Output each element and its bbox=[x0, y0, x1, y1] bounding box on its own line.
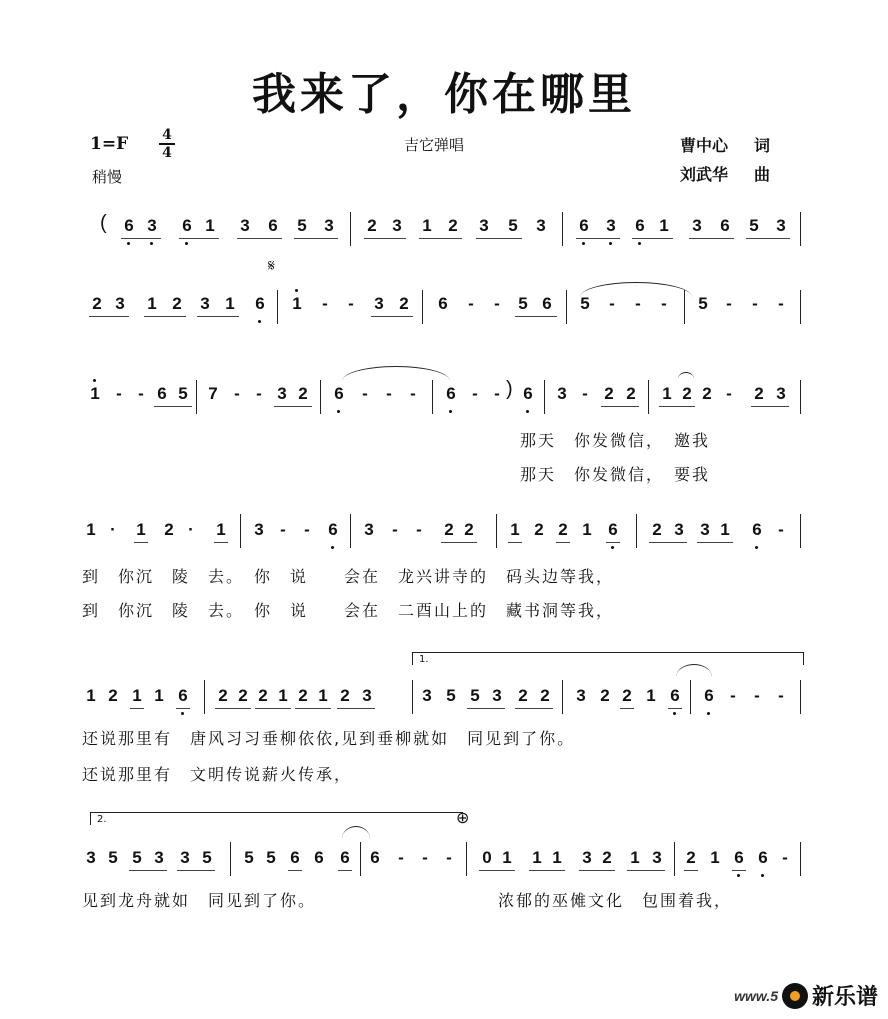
note: 3 bbox=[557, 384, 567, 403]
score-system-6 bbox=[0, 808, 888, 910]
barline bbox=[636, 514, 637, 548]
note: 2 bbox=[626, 384, 636, 403]
note: 1 bbox=[86, 686, 96, 705]
note: 6 bbox=[750, 520, 764, 540]
note: 6 bbox=[542, 294, 552, 313]
underline bbox=[197, 316, 239, 317]
underline bbox=[732, 870, 746, 871]
note: 3 bbox=[692, 216, 702, 235]
note: 2 bbox=[702, 384, 712, 403]
note: 1 bbox=[532, 848, 542, 867]
note: 1 bbox=[147, 294, 157, 313]
note: 5 bbox=[580, 294, 590, 313]
slur bbox=[678, 372, 694, 379]
note: 6 bbox=[253, 294, 267, 314]
note: 2 bbox=[540, 686, 550, 705]
lyric-line-2: 浓郁的巫傩文化 包围着我， bbox=[498, 891, 733, 910]
note: 1 bbox=[278, 686, 288, 705]
note: 2 bbox=[444, 520, 454, 539]
note: 5 bbox=[518, 294, 528, 313]
volta-label: 1. bbox=[419, 654, 429, 665]
note: 6 bbox=[332, 384, 346, 404]
note: 6 bbox=[720, 216, 730, 235]
note: 3 bbox=[776, 384, 786, 403]
barline bbox=[800, 380, 801, 414]
composer-credit bbox=[680, 162, 770, 185]
lyric-line-1: 还说那里有 唐风习习垂柳依依,见到垂柳就如 同见到了你。 bbox=[82, 729, 576, 748]
underline bbox=[479, 870, 515, 871]
dash: - bbox=[446, 848, 452, 867]
note: 3 bbox=[674, 520, 684, 539]
note: 6 bbox=[268, 216, 278, 235]
note: 1 bbox=[318, 686, 328, 705]
note: 2 bbox=[298, 686, 308, 705]
tempo-marking: 稍慢 bbox=[92, 168, 123, 186]
note: 0 bbox=[482, 848, 492, 867]
dash: - bbox=[661, 294, 667, 313]
underline bbox=[214, 542, 228, 543]
note: 3 bbox=[576, 686, 586, 705]
note: 2 bbox=[258, 686, 268, 705]
underline bbox=[668, 708, 682, 709]
lyricist-credit bbox=[680, 133, 770, 156]
barline bbox=[800, 842, 801, 876]
underline bbox=[684, 870, 698, 871]
dash: - bbox=[582, 384, 588, 403]
intro-paren-close: ) bbox=[506, 378, 513, 400]
note: 3 bbox=[604, 216, 618, 236]
lyric-line-2: 到 你沉 陵 去。 你 说 会在 二酉山上的 藏书洞等我， bbox=[82, 601, 615, 620]
underline bbox=[529, 870, 565, 871]
barline bbox=[562, 212, 563, 246]
note: 6 bbox=[444, 384, 458, 404]
dash: - bbox=[468, 294, 474, 313]
underline bbox=[337, 708, 375, 709]
note: 2 bbox=[298, 384, 308, 403]
note: 3 bbox=[324, 216, 334, 235]
note: 5 bbox=[202, 848, 212, 867]
note: 1 bbox=[205, 216, 215, 235]
note: 3 bbox=[492, 686, 502, 705]
watermark bbox=[734, 980, 878, 1011]
note: 2 bbox=[238, 686, 248, 705]
note: 6 bbox=[577, 216, 591, 236]
note: 5 bbox=[297, 216, 307, 235]
dash: - bbox=[348, 294, 354, 313]
time-signature-top: 4 bbox=[162, 127, 172, 143]
note: 1 bbox=[630, 848, 640, 867]
note: 2 bbox=[604, 384, 614, 403]
score-system-2 bbox=[0, 256, 888, 344]
dash: - bbox=[472, 384, 478, 403]
underline bbox=[288, 870, 302, 871]
dash: - bbox=[416, 520, 422, 539]
underline bbox=[467, 708, 505, 709]
vinyl-record-icon bbox=[782, 983, 808, 1009]
dash: - bbox=[398, 848, 404, 867]
score-system-5 bbox=[0, 654, 888, 784]
note: 2 bbox=[652, 520, 662, 539]
note: 1 bbox=[154, 686, 164, 705]
underline bbox=[419, 238, 462, 239]
note: 3 bbox=[700, 520, 710, 539]
coda-icon: ⊕ bbox=[456, 808, 470, 827]
note: 2 bbox=[92, 294, 102, 313]
note: 3 bbox=[154, 848, 164, 867]
note: 3 bbox=[86, 848, 96, 867]
note: 6 bbox=[633, 216, 647, 236]
note: 3 bbox=[582, 848, 592, 867]
note: 3 bbox=[200, 294, 210, 313]
barline bbox=[350, 212, 351, 246]
underline bbox=[121, 238, 161, 239]
underline bbox=[294, 238, 338, 239]
dot: · bbox=[110, 520, 116, 539]
lyric-line-1: 到 你沉 陵 去。 你 说 会在 龙兴讲寺的 码头边等我， bbox=[82, 567, 615, 586]
composer-name: 刘武华 bbox=[680, 165, 729, 184]
underline bbox=[144, 316, 186, 317]
score-system-3 bbox=[0, 378, 888, 484]
time-signature-bottom: 4 bbox=[162, 145, 172, 161]
barline bbox=[544, 380, 545, 414]
underline bbox=[154, 406, 192, 407]
dash: - bbox=[635, 294, 641, 313]
note: 3 bbox=[277, 384, 287, 403]
note: 3 bbox=[364, 520, 374, 539]
note: 2 bbox=[600, 686, 610, 705]
note: 1 bbox=[86, 520, 96, 539]
note: 1 bbox=[710, 848, 720, 867]
barline bbox=[230, 842, 231, 876]
dash: - bbox=[778, 686, 784, 705]
dash: - bbox=[386, 384, 392, 403]
dash: - bbox=[494, 384, 500, 403]
underline bbox=[632, 238, 673, 239]
underline bbox=[89, 316, 129, 317]
page-title: 我来了，你在哪里 bbox=[252, 69, 636, 120]
note: 6 bbox=[668, 686, 682, 706]
note: 1 bbox=[422, 216, 432, 235]
watermark-url: www.5 bbox=[734, 987, 778, 1004]
underline bbox=[620, 708, 634, 709]
barline bbox=[360, 842, 361, 876]
note: 3 bbox=[254, 520, 264, 539]
underline bbox=[274, 406, 312, 407]
note: 6 bbox=[702, 686, 716, 706]
note: 2 bbox=[682, 384, 692, 403]
note: 1 bbox=[225, 294, 235, 313]
underline bbox=[255, 708, 291, 709]
barline bbox=[648, 380, 649, 414]
dash: - bbox=[730, 686, 736, 705]
note: 5 bbox=[244, 848, 254, 867]
underline bbox=[746, 238, 790, 239]
underline bbox=[697, 542, 733, 543]
dash: - bbox=[494, 294, 500, 313]
dash: - bbox=[138, 384, 144, 403]
dash: - bbox=[752, 294, 758, 313]
underline bbox=[215, 708, 251, 709]
underline bbox=[130, 708, 144, 709]
barline bbox=[240, 514, 241, 548]
underline bbox=[371, 316, 413, 317]
note: 1 bbox=[88, 384, 102, 404]
note: 5 bbox=[266, 848, 276, 867]
note: 2 bbox=[399, 294, 409, 313]
note: 6 bbox=[326, 520, 340, 540]
key-signature: 1=F bbox=[90, 134, 129, 154]
barline bbox=[800, 514, 801, 548]
underline bbox=[556, 542, 570, 543]
tie bbox=[342, 366, 450, 381]
note: 2 bbox=[602, 848, 612, 867]
note: 6 bbox=[122, 216, 136, 236]
dot: · bbox=[188, 520, 194, 539]
underline bbox=[751, 406, 789, 407]
note: 1 bbox=[216, 520, 226, 539]
composer-role: 曲 bbox=[754, 165, 771, 184]
barline bbox=[204, 680, 205, 714]
underline bbox=[579, 870, 615, 871]
note: 6 bbox=[157, 384, 167, 403]
barline bbox=[422, 290, 423, 324]
lyric-line-2: 那天 你发微信， 要我 bbox=[520, 465, 711, 484]
barline bbox=[350, 514, 351, 548]
note: 2 bbox=[686, 848, 696, 867]
note: 6 bbox=[756, 848, 770, 868]
note: 3 bbox=[374, 294, 384, 313]
note: 3 bbox=[479, 216, 489, 235]
barline bbox=[412, 680, 413, 714]
note: 1 bbox=[132, 686, 142, 705]
dash: - bbox=[392, 520, 398, 539]
note: 1 bbox=[662, 384, 672, 403]
dash: - bbox=[116, 384, 122, 403]
note: 2 bbox=[164, 520, 174, 539]
underline bbox=[576, 238, 620, 239]
note: 6 bbox=[438, 294, 448, 313]
barline bbox=[674, 842, 675, 876]
underline bbox=[338, 870, 352, 871]
note: 1 bbox=[552, 848, 562, 867]
note: 1 bbox=[290, 294, 304, 314]
note: 5 bbox=[698, 294, 708, 313]
note: 2 bbox=[518, 686, 528, 705]
note: 2 bbox=[622, 686, 632, 705]
barline bbox=[566, 290, 567, 324]
note: 5 bbox=[132, 848, 142, 867]
note: 6 bbox=[180, 216, 194, 236]
note: 1 bbox=[720, 520, 730, 539]
dash: - bbox=[280, 520, 286, 539]
dash: - bbox=[782, 848, 788, 867]
barline bbox=[432, 380, 433, 414]
lyricist-role: 词 bbox=[754, 136, 771, 155]
note: 2 bbox=[108, 686, 118, 705]
barline bbox=[562, 680, 563, 714]
note: 2 bbox=[218, 686, 228, 705]
dash: - bbox=[362, 384, 368, 403]
note: 2 bbox=[367, 216, 377, 235]
note: 3 bbox=[115, 294, 125, 313]
watermark-brand: 新乐谱 bbox=[811, 985, 878, 1010]
note: 5 bbox=[446, 686, 456, 705]
note: 3 bbox=[422, 686, 432, 705]
barline bbox=[277, 290, 278, 324]
segno-icon: 𝄋 bbox=[268, 256, 275, 275]
underline bbox=[177, 870, 215, 871]
underline bbox=[515, 708, 553, 709]
barline bbox=[466, 842, 467, 876]
note: 3 bbox=[145, 216, 159, 236]
barline bbox=[196, 380, 197, 414]
note: 3 bbox=[536, 216, 546, 235]
note: 6 bbox=[290, 848, 300, 867]
underline bbox=[441, 542, 477, 543]
note: 5 bbox=[470, 686, 480, 705]
dash: - bbox=[410, 384, 416, 403]
underline bbox=[129, 870, 167, 871]
note: 6 bbox=[340, 848, 350, 867]
note: 6 bbox=[176, 686, 190, 706]
underline bbox=[659, 406, 695, 407]
time-signature bbox=[158, 127, 176, 161]
note: 5 bbox=[508, 216, 518, 235]
barline bbox=[684, 290, 685, 324]
volta-label: 2. bbox=[97, 814, 107, 825]
dash: - bbox=[322, 294, 328, 313]
note: 3 bbox=[392, 216, 402, 235]
note: 1 bbox=[646, 686, 656, 705]
lyric-line-2: 还说那里有 文明传说薪火传承， bbox=[82, 765, 353, 784]
dash: - bbox=[778, 294, 784, 313]
dash: - bbox=[726, 384, 732, 403]
dash: - bbox=[234, 384, 240, 403]
note: 7 bbox=[208, 384, 218, 403]
note: 2 bbox=[754, 384, 764, 403]
intro-paren-open: ( bbox=[100, 212, 107, 234]
underline bbox=[606, 542, 620, 543]
note: 6 bbox=[732, 848, 746, 868]
underline bbox=[601, 406, 639, 407]
underline bbox=[689, 238, 734, 239]
dash: - bbox=[304, 520, 310, 539]
note: 3 bbox=[652, 848, 662, 867]
barline bbox=[496, 514, 497, 548]
barline bbox=[320, 380, 321, 414]
underline bbox=[364, 238, 406, 239]
underline bbox=[627, 870, 665, 871]
note: 1 bbox=[510, 520, 520, 539]
note: 2 bbox=[534, 520, 544, 539]
barline bbox=[800, 680, 801, 714]
barline bbox=[690, 680, 691, 714]
note: 2 bbox=[558, 520, 568, 539]
dash: - bbox=[754, 686, 760, 705]
tie bbox=[342, 826, 370, 839]
note: 1 bbox=[502, 848, 512, 867]
note: 3 bbox=[776, 216, 786, 235]
note: 1 bbox=[136, 520, 146, 539]
note: 2 bbox=[340, 686, 350, 705]
lyric-line-1: 那天 你发微信， 邀我 bbox=[520, 431, 711, 450]
tie bbox=[676, 664, 712, 677]
volta-bracket-1 bbox=[412, 652, 804, 665]
note: 2 bbox=[464, 520, 474, 539]
dash: - bbox=[726, 294, 732, 313]
note: 5 bbox=[108, 848, 118, 867]
dash: - bbox=[256, 384, 262, 403]
underline bbox=[295, 708, 331, 709]
dash: - bbox=[609, 294, 615, 313]
note: 3 bbox=[180, 848, 190, 867]
barline bbox=[800, 290, 801, 324]
note: 5 bbox=[178, 384, 188, 403]
underline bbox=[134, 542, 148, 543]
note: 6 bbox=[606, 520, 620, 540]
note: 3 bbox=[362, 686, 372, 705]
underline bbox=[649, 542, 687, 543]
note: 6 bbox=[314, 848, 324, 867]
dash: - bbox=[422, 848, 428, 867]
underline bbox=[476, 238, 522, 239]
note: 3 bbox=[240, 216, 250, 235]
score-system-4 bbox=[0, 520, 888, 620]
underline bbox=[237, 238, 282, 239]
lyricist-name: 曹中心 bbox=[680, 136, 729, 155]
score-system-1 bbox=[0, 206, 888, 266]
note: 5 bbox=[749, 216, 759, 235]
underline bbox=[179, 238, 219, 239]
barline bbox=[800, 212, 801, 246]
dash: - bbox=[778, 520, 784, 539]
note: 6 bbox=[370, 848, 380, 867]
underline bbox=[515, 316, 557, 317]
underline bbox=[508, 542, 522, 543]
note: 6 bbox=[521, 384, 535, 404]
underline bbox=[176, 708, 190, 709]
note: 1 bbox=[659, 216, 669, 235]
lyric-line-1: 见到龙舟就如 同见到了你。 bbox=[82, 891, 317, 910]
note: 2 bbox=[448, 216, 458, 235]
volta-bracket-2 bbox=[90, 812, 463, 825]
note: 2 bbox=[172, 294, 182, 313]
note: 1 bbox=[582, 520, 592, 539]
subtitle: 吉它弹唱 bbox=[404, 136, 465, 154]
